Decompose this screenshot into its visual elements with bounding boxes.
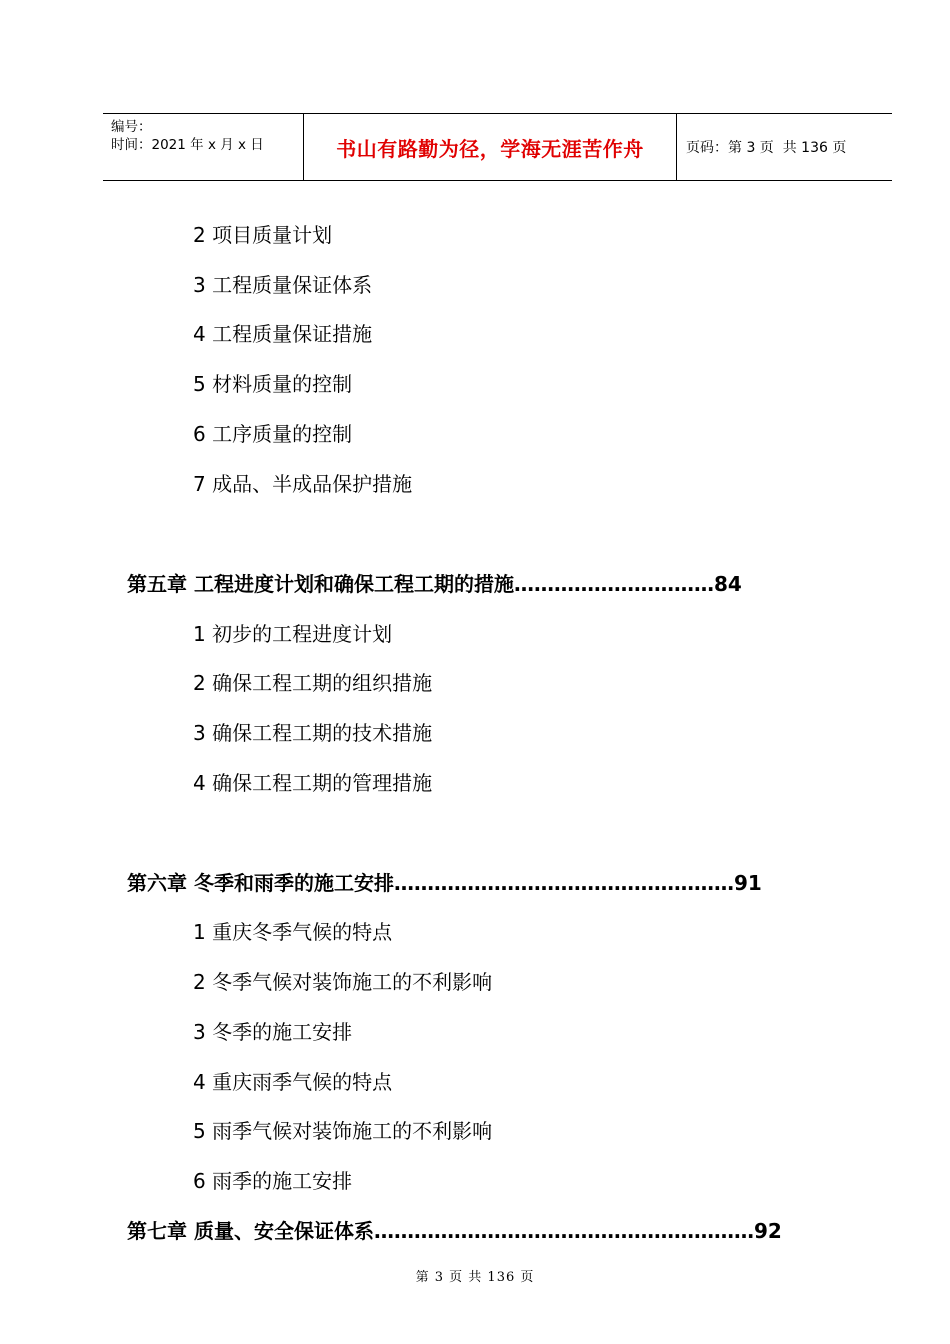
page-header (103, 113, 892, 181)
toc-item: 4 工程质量保证措施 (193, 322, 373, 346)
chapter-title: 第七章 质量、安全保证体系 (127, 1219, 374, 1243)
toc-item: 3 冬季的施工安排 (193, 1020, 353, 1044)
header-meta (103, 114, 304, 180)
toc-chapter-7 (127, 1219, 782, 1243)
page-info-text: 页码：第 3 页 共 136 页 (686, 140, 847, 156)
page-footer (0, 1266, 950, 1285)
chapter-title: 第五章 工程进度计划和确保工程工期的措施 (127, 572, 514, 596)
toc-item: 4 确保工程工期的管理措施 (193, 771, 433, 795)
motto-text: 书山有路勤为径，学海无涯苦作舟 (336, 136, 644, 161)
leader-dots: ………………………………………………… (373, 1219, 754, 1243)
toc-chapter-6 (127, 871, 762, 895)
toc-item: 1 初步的工程进度计划 (193, 622, 393, 646)
footer-page-number: 第 3 页 共 136 页 (415, 1270, 535, 1285)
toc-item: 6 雨季的施工安排 (193, 1169, 353, 1193)
toc-item: 5 雨季气候对装饰施工的不利影响 (193, 1119, 493, 1143)
time-label: 时间：2021 年 x 月 x 日 (111, 137, 264, 153)
toc-item: 1 重庆冬季气候的特点 (193, 920, 393, 944)
serial-number-label: 编号： (111, 119, 152, 135)
chapter-title: 第六章 冬季和雨季的施工安排 (127, 871, 394, 895)
toc-item: 2 冬季气候对装饰施工的不利影响 (193, 970, 493, 994)
toc-item: 5 材料质量的控制 (193, 372, 353, 396)
leader-dots: …………………………………………… (393, 871, 734, 895)
toc-item: 2 项目质量计划 (193, 223, 333, 247)
header-motto (304, 114, 677, 180)
toc-item: 6 工序质量的控制 (193, 422, 353, 446)
leader-dots: ………………………… (513, 572, 714, 596)
header-page-info (677, 114, 892, 180)
toc-item: 3 工程质量保证体系 (193, 273, 373, 297)
chapter-page-number: 92 (753, 1219, 782, 1243)
chapter-page-number: 91 (733, 871, 762, 895)
toc-chapter-5 (127, 572, 742, 596)
toc-item: 3 确保工程工期的技术措施 (193, 721, 433, 745)
toc-item: 4 重庆雨季气候的特点 (193, 1070, 393, 1094)
toc-item: 7 成品、半成品保护措施 (193, 472, 413, 496)
chapter-page-number: 84 (713, 572, 742, 596)
toc-item: 2 确保工程工期的组织措施 (193, 671, 433, 695)
